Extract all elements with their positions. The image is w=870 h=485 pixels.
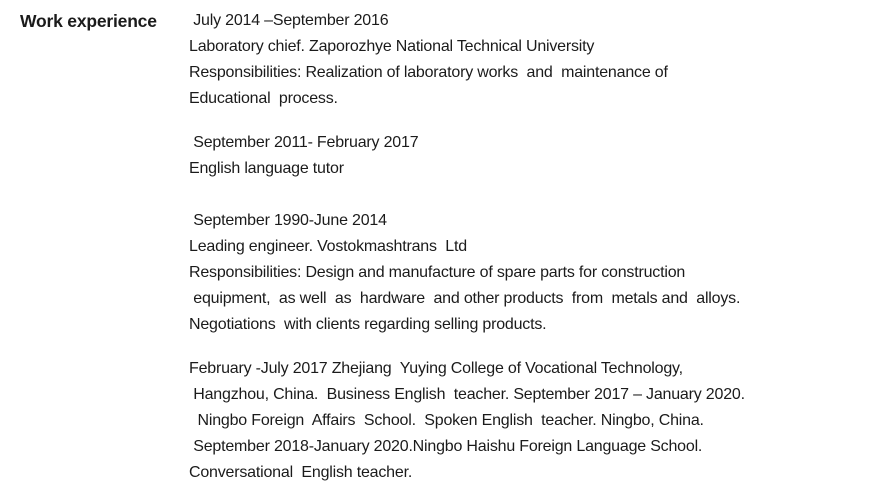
entry-text-line: Conversational English teacher. [189, 464, 413, 481]
experience-entry-china-teaching [189, 356, 745, 485]
entry-text-line: September 2018-January 2020.Ningbo Haishu Foreign Language School. [189, 438, 703, 455]
entry-responsibilities-line: Educational process. [189, 90, 338, 107]
work-experience-heading: Work experience [20, 11, 157, 31]
entry-text-line: Ningbo Foreign Affairs School. Spoken English teacher. Ningbo, China. [189, 412, 704, 429]
entry-date-line: July 2014 –September 2016 [189, 12, 389, 29]
entry-title-line: Laboratory chief. Zaporozhye National Technical University [189, 38, 595, 55]
entry-date-line: September 1990-June 2014 [189, 212, 387, 229]
entry-responsibilities-line: equipment, as well as hardware and other products from metals and alloys. [189, 290, 741, 307]
experience-entry-tutor [189, 130, 418, 182]
experience-entry-zaporozhye [189, 8, 668, 112]
entry-title-line: Leading engineer. Vostokmashtrans Ltd [189, 238, 467, 255]
entry-responsibilities-line: Negotiations with clients regarding selling products. [189, 316, 547, 333]
entry-responsibilities-line: Responsibilities: Realization of laboratory works and maintenance of [189, 64, 668, 81]
experience-entry-vostokmashtrans [189, 208, 740, 338]
entry-text-line: Hangzhou, China. Business English teacher. September 2017 – January 2020. [189, 386, 745, 403]
entry-text-line: February -July 2017 Zhejiang Yuying College of Vocational Technology, [189, 360, 683, 377]
entry-title-line: English language tutor [189, 160, 344, 177]
entry-date-line: September 2011- February 2017 [189, 134, 419, 151]
entry-responsibilities-line: Responsibilities: Design and manufacture of spare parts for construction [189, 264, 686, 281]
